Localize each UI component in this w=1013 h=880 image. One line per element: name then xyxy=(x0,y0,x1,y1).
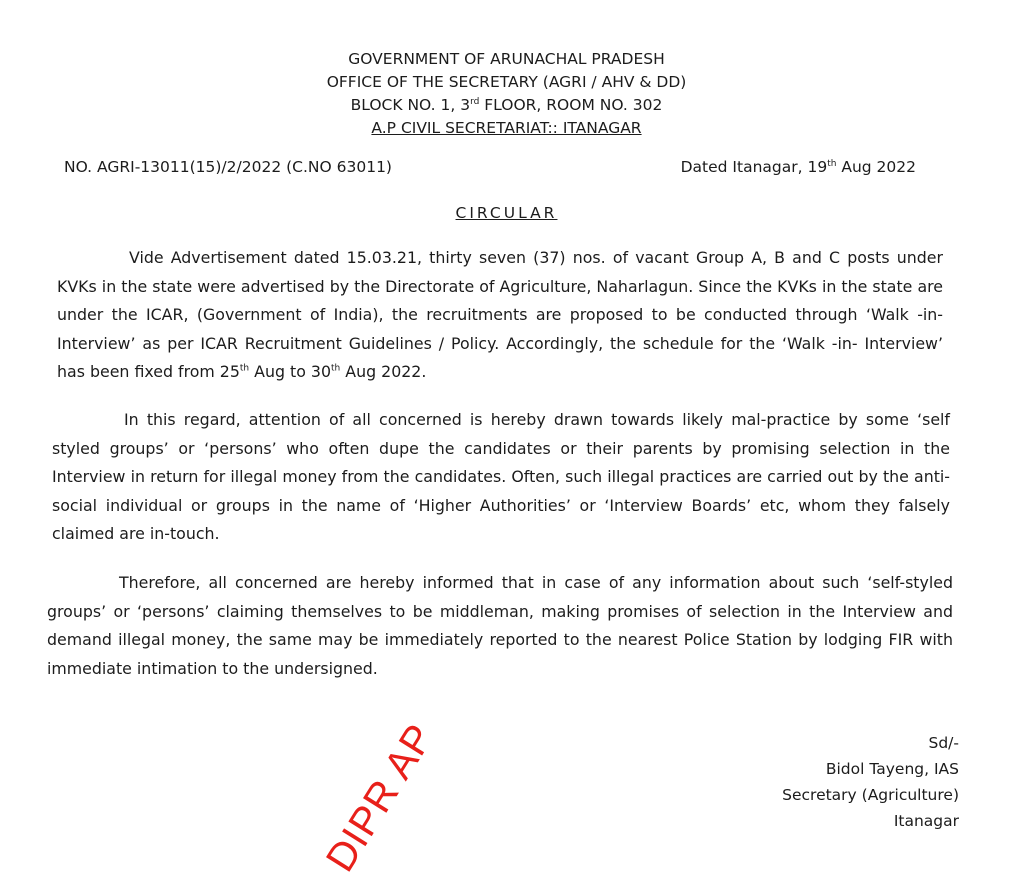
signatory-name: Bidol Tayeng, IAS xyxy=(825,760,959,778)
document-title: CIRCULAR xyxy=(455,204,558,222)
dated-line: Dated Itanagar, 19th Aug 2022 xyxy=(680,158,916,176)
signature-block xyxy=(782,730,959,834)
paragraph-reporting: Therefore, all concerned are hereby informed that in case of any information about such ‘self-styled groups’ or ‘persons’ claiming themselves to be middleman, making promises of selection in the Interview and demand illegal money, the same may be immediately reported to the nearest Police Station by lodging FIR with immediate intimation to the undersigned. xyxy=(47,573,953,678)
letterhead-government: GOVERNMENT OF ARUNACHAL PRADESH xyxy=(348,50,665,68)
signatory-place: Itanagar xyxy=(893,812,959,830)
signature-sd: Sd/- xyxy=(928,734,959,752)
paragraph-malpractice: In this regard, attention of all concerned is hereby drawn towards likely mal-practice by some ‘self styled groups’ or ‘persons’ who often dupe the candidates or their parents by promising selection in the Interview in return for illegal money from the candidates. Often, such illegal practices are carried out by the anti-social individual or groups in the name of ‘Higher Authorities’ or ‘Interview Boards’ etc, whom they falsely claimed are in-touch. xyxy=(52,410,950,544)
reference-number: NO. AGRI-13011(15)/2/2022 (C.NO 63011) xyxy=(64,158,392,176)
paragraph-advertisement: Vide Advertisement dated 15.03.21, thirty seven (37) nos. of vacant Group A, B and C posts under KVKs in the state were advertised by the Directorate of Agriculture, Naharlagun. Since the KVKs in the state are under the ICAR, (Government of India), the recruitments are proposed to be conducted through ‘Walk -in- Interview’ as per ICAR Recruitment Guidelines / Policy. Accordingly, the schedule for the ‘Walk -in- Interview’ has been fixed from 25th Aug to 30th Aug 2022. xyxy=(57,248,943,382)
letterhead xyxy=(0,48,1013,140)
letterhead-address: BLOCK NO. 1, 3rd FLOOR, ROOM NO. 302 xyxy=(350,96,663,114)
letterhead-office: OFFICE OF THE SECRETARY (AGRI / AHV & DD) xyxy=(326,73,687,91)
dipr-stamp: DIPR AP xyxy=(318,716,443,880)
letterhead-secretariat: A.P CIVIL SECRETARIAT:: ITANAGAR xyxy=(371,119,642,137)
signatory-designation: Secretary (Agriculture) xyxy=(782,786,959,804)
reference-line xyxy=(64,158,916,176)
